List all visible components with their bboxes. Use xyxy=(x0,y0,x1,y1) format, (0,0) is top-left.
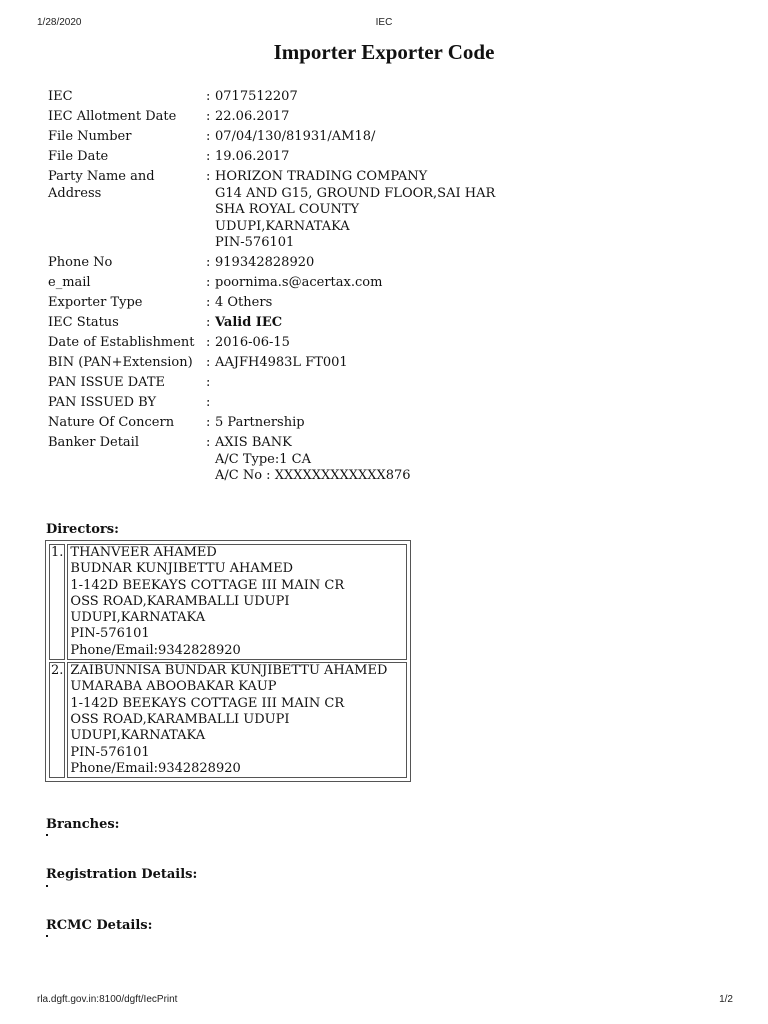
field-separator: : xyxy=(206,315,211,330)
field-value: 19.06.2017 xyxy=(215,149,290,164)
field-row-allotment-date xyxy=(48,109,495,126)
field-value: HORIZON TRADING COMPANY G14 AND G15, GROUND FLOOR,SAI HAR SHA ROYAL COUNTY UDUPI,KARNATAKA PIN-576101 xyxy=(215,169,496,250)
empty-list-marker xyxy=(46,885,48,887)
rcmc-heading: RCMC Details: xyxy=(46,918,153,933)
field-separator: : xyxy=(206,295,211,310)
field-row-party-address xyxy=(48,169,495,252)
field-label: PAN ISSUE DATE xyxy=(48,375,166,390)
page-number: 1/2 xyxy=(719,994,733,1005)
field-row-iec-status xyxy=(48,315,495,332)
iec-status-value: Valid IEC xyxy=(215,315,283,330)
directors-heading: Directors: xyxy=(46,522,119,537)
field-separator: : xyxy=(206,435,211,450)
field-value: 4 Others xyxy=(215,295,273,310)
field-value: 919342828920 xyxy=(215,255,315,270)
field-label: Party Name and Address xyxy=(48,169,155,201)
footer-url: rla.dgft.gov.in:8100/dgft/IecPrint xyxy=(37,994,178,1005)
field-value: 07/04/130/81931/AM18/ xyxy=(215,129,376,144)
empty-list-marker xyxy=(46,935,48,937)
field-label: Date of Establishment xyxy=(48,335,195,350)
field-value: 2016-06-15 xyxy=(215,335,290,350)
field-separator: : xyxy=(206,415,211,430)
field-row-exporter-type xyxy=(48,295,495,312)
field-separator: : xyxy=(206,275,211,290)
field-row-bin xyxy=(48,355,495,372)
table-row xyxy=(49,662,407,778)
field-label: Banker Detail xyxy=(48,435,139,450)
field-separator: : xyxy=(206,375,211,390)
empty-list-marker xyxy=(46,834,48,836)
directors-table xyxy=(45,540,411,782)
field-label: BIN (PAN+Extension) xyxy=(48,355,193,370)
field-row-pan-issue-date xyxy=(48,375,495,392)
branches-heading: Branches: xyxy=(46,817,120,832)
table-row xyxy=(49,544,407,660)
field-separator: : xyxy=(206,255,211,270)
iec-details xyxy=(48,89,495,488)
field-separator: : xyxy=(206,109,211,124)
field-value: 0717512207 xyxy=(215,89,298,104)
director-info: ZAIBUNNISA BUNDAR KUNJIBETTU AHAMED UMARABA ABOOBAKAR KAUP 1-142D BEEKAYS COTTAGE III MAIN CR OSS ROAD,KARAMBALLI UDUPI UDUPI,KARNATAKA PIN-576101 Phone/Email:9342828920 xyxy=(67,662,407,778)
field-row-banker-detail xyxy=(48,435,495,485)
field-separator: : xyxy=(206,395,211,410)
field-label: File Date xyxy=(48,149,109,164)
field-label: IEC Status xyxy=(48,315,119,330)
field-label: PAN ISSUED BY xyxy=(48,395,157,410)
field-row-file-date xyxy=(48,149,495,166)
field-value: poornima.s@acertax.com xyxy=(215,275,383,290)
field-row-pan-issued-by xyxy=(48,395,495,412)
director-number: 2. xyxy=(49,662,65,778)
field-value: AAJFH4983L FT001 xyxy=(215,355,348,370)
field-separator: : xyxy=(206,169,211,184)
field-label: Nature Of Concern xyxy=(48,415,175,430)
field-value: AXIS BANK A/C Type:1 CA A/C No : XXXXXXXXXXXX876 xyxy=(215,435,411,483)
field-label: e_mail xyxy=(48,275,91,290)
page-title: Importer Exporter Code xyxy=(273,40,495,64)
field-label: Exporter Type xyxy=(48,295,143,310)
field-row-establishment-date xyxy=(48,335,495,352)
field-row-phone xyxy=(48,255,495,272)
field-label: Phone No xyxy=(48,255,113,270)
field-row-iec xyxy=(48,89,495,106)
field-separator: : xyxy=(206,129,211,144)
field-row-nature-of-concern xyxy=(48,415,495,432)
field-separator: : xyxy=(206,355,211,370)
field-value: 5 Partnership xyxy=(215,415,305,430)
director-number: 1. xyxy=(49,544,65,660)
field-separator: : xyxy=(206,149,211,164)
director-info: THANVEER AHAMED BUDNAR KUNJIBETTU AHAMED 1-142D BEEKAYS COTTAGE III MAIN CR OSS ROAD,KARAMBALLI UDUPI UDUPI,KARNATAKA PIN-576101 Phone/Email:9342828920 xyxy=(67,544,407,660)
print-header-title: IEC xyxy=(375,17,393,28)
field-value: 22.06.2017 xyxy=(215,109,290,124)
print-date: 1/28/2020 xyxy=(37,17,82,28)
field-row-file-number xyxy=(48,129,495,146)
field-label: File Number xyxy=(48,129,132,144)
field-label: IEC Allotment Date xyxy=(48,109,177,124)
field-row-email xyxy=(48,275,495,292)
field-separator: : xyxy=(206,89,211,104)
field-label: IEC xyxy=(48,89,73,104)
registration-heading: Registration Details: xyxy=(46,867,198,882)
field-separator: : xyxy=(206,335,211,350)
